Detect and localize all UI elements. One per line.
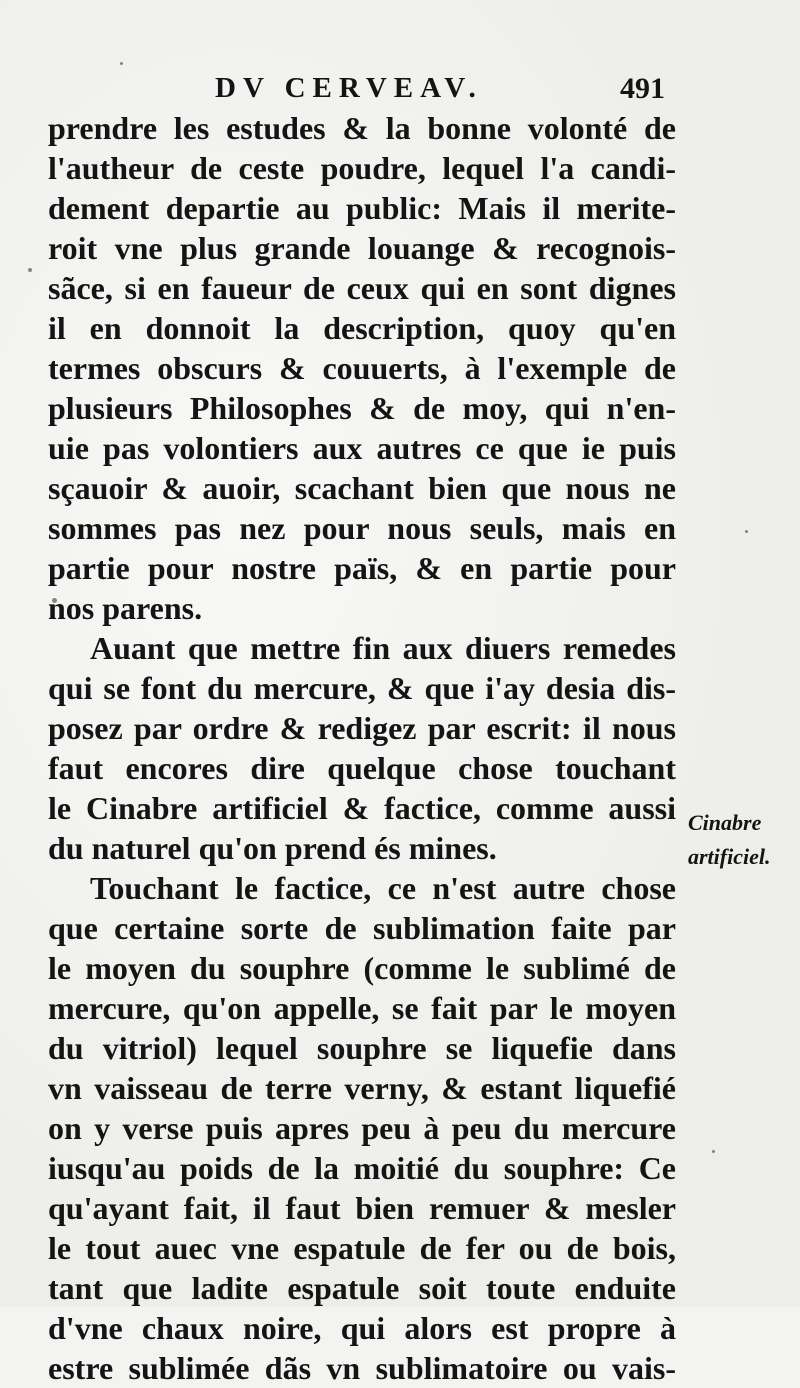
text-line: posez par ordre & redigez par escrit: il nous xyxy=(48,710,676,746)
text-line: Auant que mettre fin aux diuers remedes xyxy=(90,630,676,666)
margin-note-line: Cinabre xyxy=(688,810,762,835)
text-line: roit vne plus grande louange & recognois- xyxy=(48,230,676,266)
text-line: sommes pas nez pour nous seuls, mais en xyxy=(48,510,676,546)
text-line: dement departie au public: Mais il merite- xyxy=(48,190,676,226)
running-head: DV CERVEAV. xyxy=(215,72,483,104)
ink-speck xyxy=(745,530,748,533)
ink-speck xyxy=(28,268,32,272)
text-line: qui se font du mercure, & que i'ay desia dis- xyxy=(48,670,676,706)
text-line: que certaine sorte de sublimation faite par xyxy=(48,910,676,946)
page-number: 491 xyxy=(620,72,665,105)
text-line: le moyen du souphre (comme le sublimé de xyxy=(48,950,676,986)
text-line: du vitriol) lequel souphre se liquefie dans xyxy=(48,1030,676,1066)
text-line: l'autheur de ceste poudre, lequel l'a candi- xyxy=(48,150,676,186)
ink-speck xyxy=(120,62,123,65)
text-line: Touchant le factice, ce n'est autre chose xyxy=(90,870,676,906)
text-line: uie pas volontiers aux autres ce que ie puis xyxy=(48,430,676,466)
text-line: sãce, si en faueur de ceux qui en sont dignes xyxy=(48,270,676,306)
text-line: estre sublimée dãs vn sublimatoire ou vais- xyxy=(48,1350,676,1386)
body-text xyxy=(48,108,676,1388)
text-line: sçauoir & auoir, scachant bien que nous ne xyxy=(48,470,676,506)
text-line: iusqu'au poids de la moitié du souphre: Ce xyxy=(48,1150,676,1186)
text-line: partie pour nostre païs, & en partie pour xyxy=(48,550,676,586)
text-line: prendre les estudes & la bonne volonté de xyxy=(48,110,676,146)
text-line: qu'ayant fait, il faut bien remuer & mesler xyxy=(48,1190,676,1226)
text-line: il en donnoit la description, quoy qu'en xyxy=(48,310,676,346)
page-header xyxy=(215,72,665,112)
text-line: du naturel qu'on prend és mines. xyxy=(48,830,497,866)
text-line: plusieurs Philosophes & de moy, qui n'en- xyxy=(48,390,676,426)
text-line: vn vaisseau de terre verny, & estant liquefié xyxy=(48,1070,676,1106)
text-line: nos parens. xyxy=(48,590,203,626)
ink-speck xyxy=(712,1150,715,1153)
margin-note-line: artificiel. xyxy=(688,844,771,869)
text-line: on y verse puis apres peu à peu du mercure xyxy=(48,1110,676,1146)
text-line: faut encores dire quelque chose touchant xyxy=(48,750,676,786)
text-line: tant que ladite espatule soit toute enduite xyxy=(48,1270,676,1306)
text-line: d'vne chaux noire, qui alors est propre à xyxy=(48,1310,676,1346)
text-line: mercure, qu'on appelle, se fait par le moyen xyxy=(48,990,676,1026)
text-line: le tout auec vne espatule de fer ou de bois, xyxy=(48,1230,676,1266)
margin-note xyxy=(688,806,798,874)
text-line: termes obscurs & couuerts, à l'exemple de xyxy=(48,350,676,386)
text-line: le Cinabre artificiel & factice, comme aussi xyxy=(48,790,676,826)
